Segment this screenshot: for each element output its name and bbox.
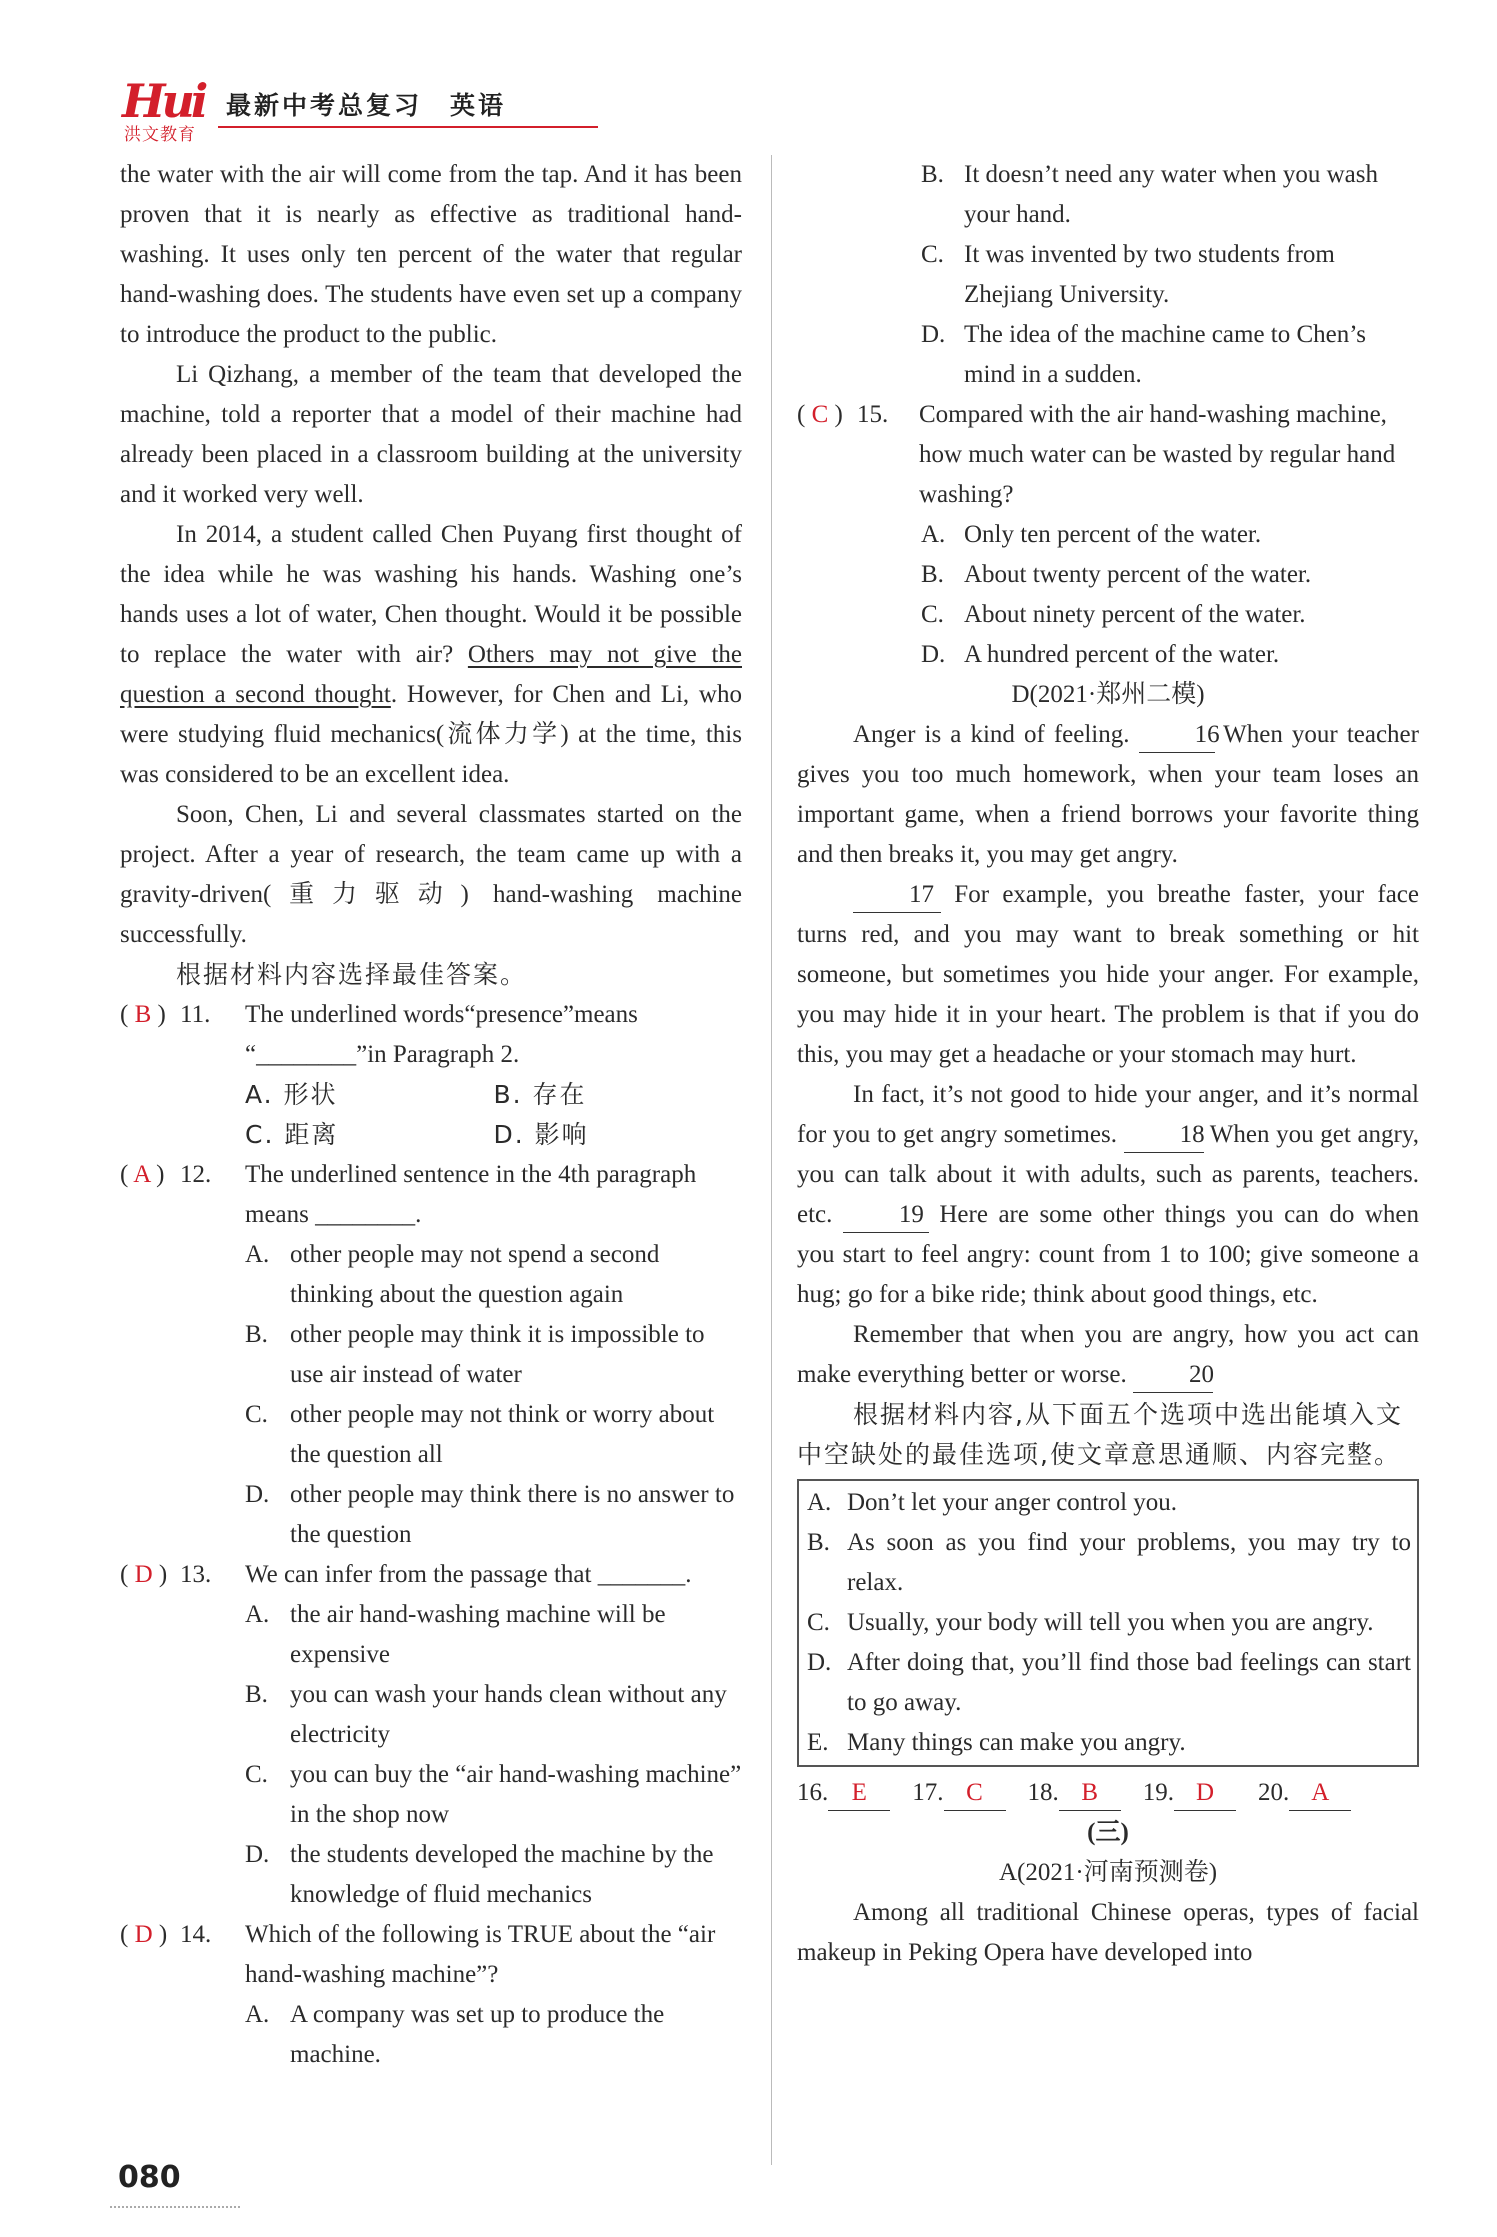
section-heading: D(2021·郑州二模) [1011,681,1205,708]
question-13: ( D ) 13. We can infer from the passage that _______. [120,1555,742,1595]
passage-paragraph: Among all traditional Chinese operas, types of facial makeup in Peking Opera have developed into [797,1899,1419,1966]
passage-paragraph: In fact, it’s not good to hide your anger, and it’s normal for you to get angry sometimes. 18 When you get angry, you can talk about it with adults, such as parents, teachers. etc. 19 Here are some other things you can do when you start to feel angry: count from 1 to 100; give someone a hug; go for a bike ride; think about good things, etc. [797,1081,1419,1308]
box-option: D. After doing that, you’ll find those bad feelings can start to go away. [807,1649,1411,1716]
question-14: ( D ) 14. Which of the following is TRUE about the “air hand-washing machine”? [120,1915,742,1995]
passage-paragraph: Li Qizhang, a member of the team that developed the machine, told a reporter that a model of their machine had already been placed in a classroom building at the university and it worked very well. [120,361,742,508]
option: B. About twenty percent of the water. [921,561,1312,588]
answer-slot: ( B ) [120,1001,166,1028]
option: C. It was invented by two students from Zhejiang University. [921,241,1335,308]
option: B. other people may think it is impossible to use air instead of water [245,1321,705,1388]
option-a: A. 形状 [245,1080,338,1109]
passage-paragraph: 17 For example, you breathe faster, your face turns red, and you may want to break something or hit someone, but sometimes you hide your anger. For example, you may hide it in your heart. The problem is that if you do this, you may get a headache or your stomach may hurt. [797,875,1419,1075]
section-number: (三) [1087,1819,1129,1846]
box-option: B. As soon as you find your problems, you may try to relax. [807,1529,1411,1596]
passage-paragraph: In 2014, a student called Chen Puyang first thought of the idea while he was washing his hands. Washing one’s hands uses a lot of water, Chen thought. Would it be possible to replace the water with air? Others may not give the question a second thought. However, for Chen and Li, who were studying fluid mechanics(流体力学) at the time, this was considered to be an excellent idea. [120,521,742,788]
section-heading: A(2021·河南预测卷) [998,1859,1218,1886]
options-row [120,1115,742,1155]
passage-paragraph: Soon, Chen, Li and several classmates started on the project. After a year of research, the team came up with a gravity-driven(重力驱动) hand-washing machine successfully. [120,801,742,948]
option: C. other people may not think or worry about the question all [245,1401,715,1468]
question-12: ( A ) 12. The underlined sentence in the 4th paragraph means ________. [120,1155,742,1235]
answer-slot: ( D ) [120,1561,168,1588]
logo-text: 洪文教育 [124,125,196,145]
logo-mark: Hui [122,74,205,128]
answer-key-item: 18. B [1028,1773,1121,1813]
option: A. the air hand-washing machine will be expensive [245,1601,666,1668]
option: D. the students developed the machine by the knowledge of fluid mechanics [245,1841,714,1908]
page-header [118,74,598,145]
instruction: 根据材料内容,从下面五个选项中选出能填入文中空缺处的最佳选项,使文章意思通顺、内容完整。 [797,1400,1403,1469]
answer-slot: ( C ) [797,401,843,428]
box-option: C. Usually, your body will tell you when you are angry. [807,1609,1374,1636]
underlined-sentence: Others may not give the question a second thought [120,641,742,708]
answer-key-item: 17. C [912,1773,1005,1813]
option: C. you can buy the “air hand-washing machine” in the shop now [245,1761,742,1828]
passage-paragraph: the water with the air will come from the tap. And it has been proven that it is nearly as effective as traditional hand-washing. It uses only ten percent of the water that regular hand-washing does. The students have even set up a company to introduce the product to the public. [120,161,742,348]
answer-key-item: 20. A [1258,1773,1351,1813]
blank-17: 17 [853,878,941,913]
option-b: B. 存在 [493,1080,587,1109]
answer-slot: ( D ) [120,1921,168,1948]
options-box [797,1479,1419,1767]
blank-18: 18 [1124,1118,1204,1153]
option-d: D. 影响 [493,1120,589,1149]
option: D. other people may think there is no answer to the question [245,1481,735,1548]
box-option: A. Don’t let your anger control you. [807,1489,1178,1516]
page-number-rule [110,2206,240,2208]
options-row [120,1075,742,1115]
option: A. A company was set up to produce the machine. [245,2001,665,2068]
option: A. other people may not spend a second thinking about the question again [245,1241,660,1308]
left-column [120,155,742,2075]
option: D. The idea of the machine came to Chen’s mind in a sudden. [921,321,1366,388]
question-15: ( C ) 15. Compared with the air hand-washing machine, how much water can be wasted by regular hand washing? [797,395,1419,515]
right-column [797,155,1419,1973]
passage-paragraph: Anger is a kind of feeling. 16 When your teacher gives you too much homework, when your team loses an important game, when a friend borrows your favorite thing and then breaks it, you may get angry. [797,715,1419,875]
option: B. It doesn’t need any water when you wash your hand. [921,161,1379,228]
answer-key [797,1773,1419,1813]
column-divider [771,155,772,2165]
question-11: ( B ) 11. The underlined words“presence”means “________”in Paragraph 2. [120,995,742,1075]
blank-16: 16 [1139,718,1215,753]
blank-19: 19 [843,1198,929,1233]
option: B. you can wash your hands clean without any electricity [245,1681,727,1748]
option-c: C. 距离 [245,1120,339,1149]
blank-20: 20 [1133,1358,1213,1393]
book-title: 最新中考总复习 英语 [226,91,507,120]
passage-paragraph: Remember that when you are angry, how you act can make everything better or worse. 20 [797,1315,1419,1395]
option: D. A hundred percent of the water. [921,641,1280,668]
box-option: E. Many things can make you angry. [807,1729,1186,1756]
page-number: 080 [118,2160,181,2195]
answer-key-item: 19. D [1143,1773,1236,1813]
option: C. About ninety percent of the water. [921,601,1306,628]
answer-key-item: 16. E [797,1773,890,1813]
instruction: 根据材料内容选择最佳答案。 [176,960,528,989]
publisher-logo [118,74,218,145]
header-rule [218,126,598,128]
option: A. Only ten percent of the water. [921,521,1262,548]
answer-slot: ( A ) [120,1161,165,1188]
